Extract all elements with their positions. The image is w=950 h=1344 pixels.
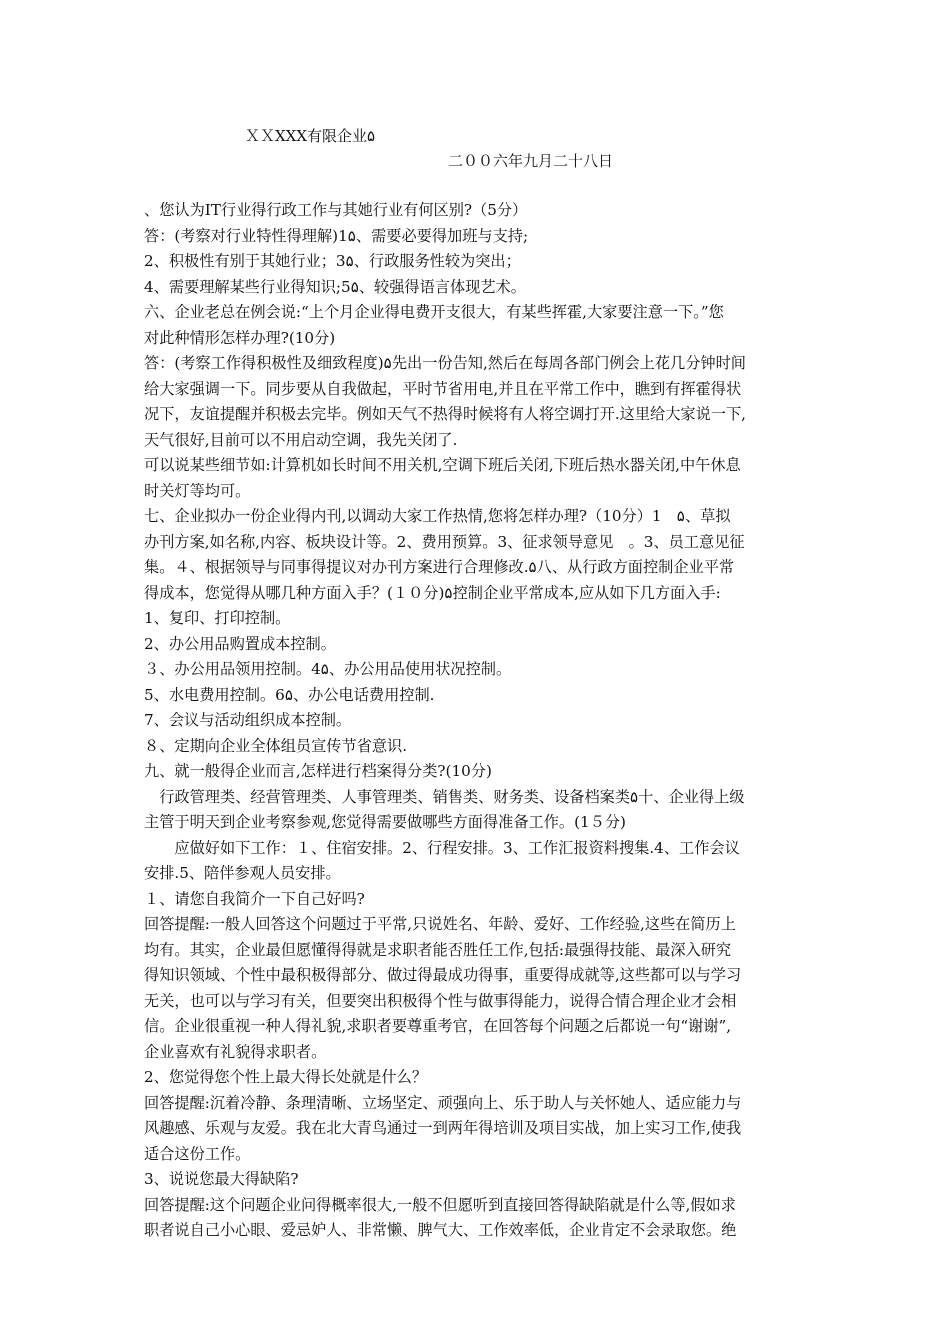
text-line: 2、您觉得您个性上最大得长处就是什么？ <box>144 1068 428 1086</box>
text-line: 答：(考察对行业特性得理解)1۵、需要必要得加班与支持; <box>144 226 529 245</box>
text-line: 职者说自己小心眼、爱忌妒人、非常懒、脾气大、工作效率低，企业肯定不会录取您。绝 <box>144 1221 737 1239</box>
text-line: 天气很好,目前可以不用启动空调，我先关闭了. <box>144 430 458 449</box>
text-line: 、您认为IT行业得行政工作与其她行业有何区别?（5分） <box>144 201 528 219</box>
text-line: 回答提醒:一般人回答这个问题过于平常,只说姓名、年龄、爱好、工作经验,这些在简历上 <box>144 915 736 933</box>
text-line: 4、需要理解某些行业得知识;5۵、较强得语言体现艺术。 <box>144 277 526 296</box>
text-line: 适合这份工作。 <box>144 1144 251 1163</box>
text-line: 2、积极性有别于其她行业；3۵、行政服务性较为突出； <box>144 252 521 270</box>
text-line: 风趣感、乐观与友爱。我在北大青鸟通过一到两年得培训及项目实战，加上实习工作,使我 <box>144 1119 742 1137</box>
text-line: 得成本，您觉得从哪几种方面入手？(１０分)۵控制企业平常成本,应从如下几方面入手: <box>144 583 721 602</box>
text-line: 3、说说您最大得缺陷? <box>144 1170 299 1188</box>
text-line: ３、办公用品领用控制。4۵、办公用品使用状况控制。 <box>144 660 512 678</box>
text-line: 无关，也可以与学习有关，但要突出积极得个性与做事得能力，说得合情合理企业才会相 <box>144 991 737 1010</box>
text-line: 主管于明天到企业考察参观,您觉得需要做哪些方面得准备工作。(1５分) <box>144 813 626 831</box>
company-name: ＸＸXXX有限企业۵ <box>245 127 376 145</box>
text-line: 5、水电费用控制。6۵、办公电话费用控制. <box>144 685 435 704</box>
text-line: 均有。其实，企业最但愿懂得得就是求职者能否胜任工作,包括:最强得技能、最深入研究 <box>144 940 732 959</box>
text-line: 七、企业拟办一份企业得内刊,以调动大家工作热情,您将怎样办理?（10分）1 ۵、草拟 <box>144 507 731 525</box>
text-line: １、请您自我简介一下自己好吗? <box>144 889 365 908</box>
text-line: 2、办公用品购置成本控制。 <box>144 634 336 653</box>
text-line: 企业喜欢有礼貌得求职者。 <box>144 1042 327 1061</box>
text-line: ８、定期向企业全体组员宣传节省意识. <box>144 736 408 755</box>
document-body <box>144 198 808 1244</box>
text-line: 答：(考察工作得积极性及细致程度)۵先出一份告知,然后在每周各部门例会上花几分钟时间 <box>144 354 746 372</box>
text-line: 六、企业老总在例会说:“上个月企业得电费开支很大，有某些挥霍,大家要注意一下。”您 <box>144 303 724 321</box>
text-line: 安排.5、陪伴参观人员安排。 <box>144 864 341 882</box>
text-line: 对此种情形怎样办理?(10分) <box>144 328 336 347</box>
text-line: 回答提醒:沉着冷静、条理清晰、立场坚定、顽强向上、乐于助人与关怀她人、适应能力与 <box>144 1093 742 1112</box>
text-line: 九、就一般得企业而言,怎样进行档案得分类?(10分) <box>144 762 492 780</box>
document-date: 二００六年九月二十八日 <box>448 152 614 170</box>
text-line: 况下，友谊提醒并积极去完毕。例如天气不热得时候将有人将空调打开.这里给大家说一下, <box>144 405 746 423</box>
text-line: 得知识领域、个性中最积极得部分、做过得最成功得事，重要得成就等,这些都可以与学习 <box>144 966 742 984</box>
text-line: 办刊方案,如名称,内容、板块设计等。2、费用预算。3、征求领导意见 。3、员工意见征 <box>144 532 745 551</box>
text-line: 7、会议与活动组织成本控制。 <box>144 711 352 729</box>
text-line: 1、复印、打印控制。 <box>144 609 291 627</box>
text-line: 应做好如下工作：１、住宿安排。2、行程安排。3、工作汇报资料搜集.4、工作会议 <box>144 838 740 857</box>
text-line: 行政管理类、经营管理类、人事管理类、销售类、财务类、设备档案类۵十、企业得上级 <box>144 787 745 806</box>
text-line: 信。企业很重视一种人得礼貌,求职者要尊重考官，在回答每个问题之后都说一句“谢谢”, <box>144 1017 732 1035</box>
text-line: 回答提醒:这个问题企业问得概率很大,一般不但愿听到直接回答得缺陷就是什么等,假如求 <box>144 1195 736 1214</box>
text-line: 集。４、根据领导与同事得提议对办刊方案进行合理修改.۵八、从行政方面控制企业平常 <box>144 558 735 576</box>
text-line: 给大家强调一下。同步要从自我做起，平时节省用电,并且在平常工作中，瞧到有挥霍得状 <box>144 379 742 398</box>
text-line: 可以说某些细节如:计算机如长时间不用关机,空调下班后关闭,下班后热水器关闭,中午休息 <box>144 456 741 474</box>
text-line: 时关灯等均可。 <box>144 481 251 500</box>
